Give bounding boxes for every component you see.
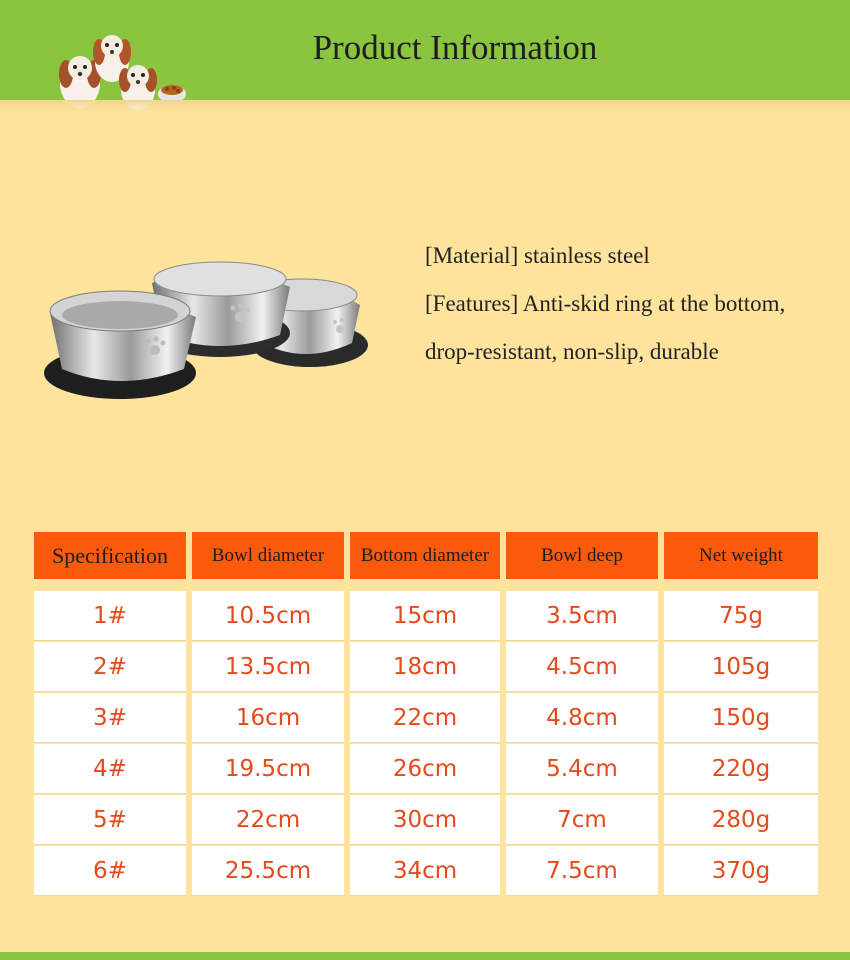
- table-row: [34, 846, 818, 896]
- table-cell: 4.5cm: [506, 642, 658, 692]
- table-cell: 4#: [34, 744, 186, 794]
- table-cell: 2#: [34, 642, 186, 692]
- table-cell: 22cm: [192, 795, 344, 845]
- table-cell: 18cm: [350, 642, 500, 692]
- table-cell: 150g: [664, 693, 818, 743]
- table-cell: 10.5cm: [192, 591, 344, 641]
- table-cell: 3#: [34, 693, 186, 743]
- header-shadow: [0, 100, 850, 112]
- features-text-line1: [Features] Anti-skid ring at the bottom,: [425, 291, 786, 316]
- table-cell: 280g: [664, 795, 818, 845]
- table-row: [34, 693, 818, 743]
- table-cell: 5#: [34, 795, 186, 845]
- table-cell: 1#: [34, 591, 186, 641]
- material-text: [Material] stainless steel: [425, 243, 650, 268]
- table-row: [34, 795, 818, 845]
- table-cell: 15cm: [350, 591, 500, 641]
- table-cell: 30cm: [350, 795, 500, 845]
- table-cell: 13.5cm: [192, 642, 344, 692]
- table-cell: 105g: [664, 642, 818, 692]
- table-cell: 19.5cm: [192, 744, 344, 794]
- table-cell: 6#: [34, 846, 186, 896]
- table-cell: 4.8cm: [506, 693, 658, 743]
- table-cell: 22cm: [350, 693, 500, 743]
- table-row: [34, 744, 818, 794]
- table-cell: 26cm: [350, 744, 500, 794]
- table-cell: 370g: [664, 846, 818, 896]
- table-cell: 75g: [664, 591, 818, 641]
- table-cell: 16cm: [192, 693, 344, 743]
- header-banner: [0, 0, 850, 100]
- table-cell: 3.5cm: [506, 591, 658, 641]
- column-header-bowl-diameter: Bowl diameter: [192, 532, 344, 579]
- page-title: Product Information: [312, 28, 598, 67]
- steel-bowls-image: [40, 255, 370, 405]
- table-cell: 7.5cm: [506, 846, 658, 896]
- table-cell: 220g: [664, 744, 818, 794]
- column-header-bowl-deep: Bowl deep: [506, 532, 658, 579]
- column-header-specification: Specification: [34, 532, 186, 579]
- table-cell: 5.4cm: [506, 744, 658, 794]
- spec-table: [34, 532, 818, 897]
- table-cell: 25.5cm: [192, 846, 344, 896]
- table-row: [34, 642, 818, 692]
- table-cell: 7cm: [506, 795, 658, 845]
- table-row: [34, 591, 818, 641]
- table-cell: 34cm: [350, 846, 500, 896]
- product-description: [425, 232, 845, 376]
- footer-bar: [0, 952, 850, 960]
- column-header-net-weight: Net weight: [664, 532, 818, 579]
- features-text-line2: drop-resistant, non-slip, durable: [425, 339, 719, 364]
- table-header-row: [34, 532, 818, 579]
- column-header-bottom-diameter: Bottom diameter: [350, 532, 500, 579]
